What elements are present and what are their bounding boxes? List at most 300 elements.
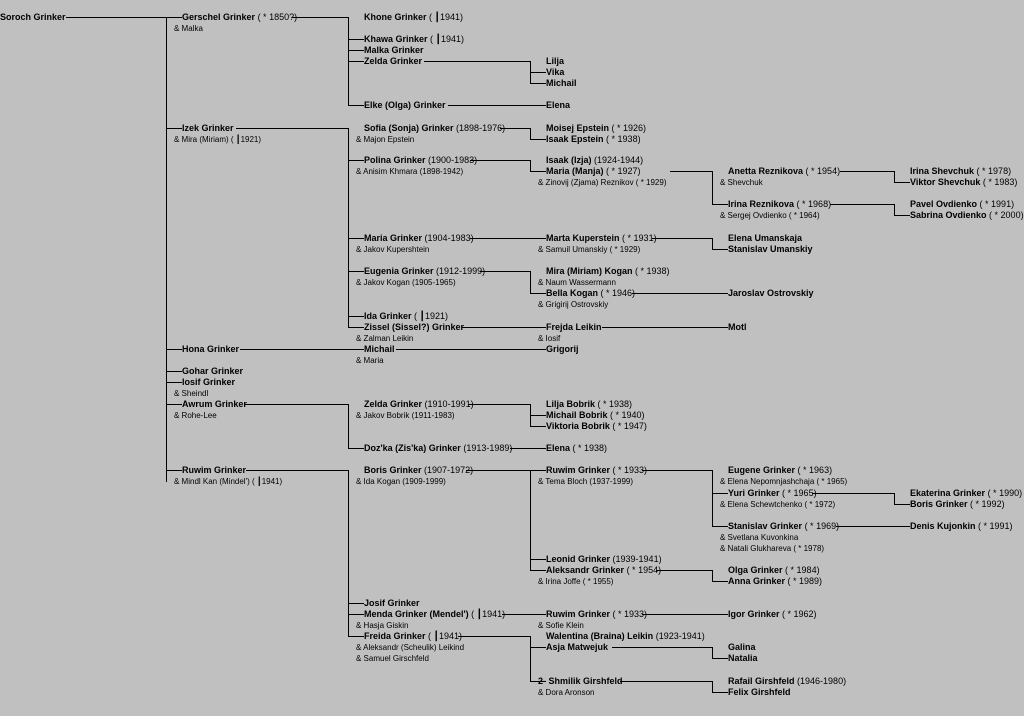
- person-node[interactable]: [910, 499, 1005, 510]
- person-dates: ( * 1954): [626, 565, 662, 575]
- spouse-label: & Malka: [174, 24, 203, 33]
- connector-line: [642, 614, 728, 615]
- connector-line: [166, 17, 167, 482]
- person-node[interactable]: [728, 642, 756, 653]
- connector-line: [166, 371, 182, 372]
- connector-line: [348, 316, 364, 317]
- person-node[interactable]: [728, 565, 820, 576]
- connector-line: [836, 526, 910, 527]
- person-name: Sofia (Sonja) Grinker: [364, 123, 454, 133]
- person-name: Anna Grinker: [728, 576, 786, 586]
- connector-line: [424, 61, 530, 62]
- person-dates: ( * 1978): [976, 166, 1012, 176]
- spouse-label: & Jakov Kupershtein: [356, 245, 430, 254]
- connector-line: [292, 17, 348, 18]
- person-node[interactable]: [546, 100, 570, 111]
- spouse-label: & Natali Glukhareva ( * 1978): [720, 544, 825, 553]
- person-name: Marta Kuperstein: [546, 233, 620, 243]
- person-name: Natalia: [728, 653, 758, 663]
- person-name: Ruwim Grinker: [546, 465, 611, 475]
- person-node[interactable]: [182, 123, 234, 134]
- spouse-label: & Grigirij Ostrovskiy: [538, 300, 609, 309]
- connector-line: [830, 204, 894, 205]
- spouse-label: & Jakov Bobrik (1911-1983): [356, 411, 455, 420]
- connector-line: [894, 493, 895, 504]
- person-node[interactable]: [546, 443, 607, 454]
- person-dates: ( * 1954): [805, 166, 841, 176]
- connector-line: [348, 448, 364, 449]
- spouse-label: & Zinovij (Zjama) Reznikov ( * 1929): [538, 178, 667, 187]
- spouse-label: & Anisim Khmara (1898-1942): [356, 167, 464, 176]
- person-dates: ( * 1965): [782, 488, 817, 498]
- person-node[interactable]: [364, 123, 505, 134]
- connector-line: [530, 139, 546, 140]
- person-name: Moisej Epstein: [546, 123, 610, 133]
- spouse-label: & Shevchuk: [720, 178, 763, 187]
- person-name: Elena: [546, 100, 571, 110]
- person-name: Mira (Miriam) Kogan: [546, 266, 633, 276]
- connector-line: [712, 647, 713, 658]
- person-node[interactable]: [728, 322, 747, 333]
- person-name: Zelda Grinker: [364, 56, 423, 66]
- person-dates: (1912-1999): [436, 266, 486, 276]
- person-node[interactable]: [546, 322, 602, 333]
- connector-line: [712, 171, 713, 204]
- person-node[interactable]: [182, 399, 247, 410]
- person-name: Khone Grinker: [364, 12, 427, 22]
- person-name: Ida Grinker: [364, 311, 412, 321]
- connector-line: [530, 160, 531, 171]
- person-dates: ( * 1938): [635, 266, 670, 276]
- connector-line: [712, 526, 728, 527]
- connector-line: [166, 349, 182, 350]
- connector-line: [530, 470, 531, 570]
- person-name: Sabrina Ovdienko: [910, 210, 987, 220]
- connector-line: [448, 105, 546, 106]
- person-dates: (1900-1983): [428, 155, 478, 165]
- person-node[interactable]: [364, 12, 463, 23]
- person-dates: (1898-1976): [456, 123, 506, 133]
- connector-line: [466, 470, 546, 471]
- person-node[interactable]: [182, 377, 235, 388]
- connector-line: [652, 238, 712, 239]
- spouse-label: & Zalman Leikin: [356, 334, 414, 343]
- spouse-label: & Aleksandr (Scheulik) Leikind: [356, 643, 465, 652]
- person-dates: (1924-1944): [594, 155, 644, 165]
- person-dates: ( * 1926): [611, 123, 647, 133]
- connector-line: [470, 238, 546, 239]
- spouse-label: & Maria: [356, 356, 384, 365]
- person-node[interactable]: [546, 78, 577, 89]
- person-name: Walentina (Braina) Leikin: [546, 631, 654, 641]
- person-node[interactable]: [910, 521, 1013, 532]
- connector-line: [166, 470, 182, 471]
- person-name: Zelda Grinker: [364, 399, 423, 409]
- person-node[interactable]: [728, 244, 813, 255]
- person-dates: ( * 1962): [782, 609, 817, 619]
- person-name: Elena: [546, 443, 571, 453]
- person-name: Izek Grinker: [182, 123, 234, 133]
- person-node[interactable]: [546, 166, 641, 177]
- connector-line: [712, 493, 728, 494]
- person-node[interactable]: [546, 288, 635, 299]
- person-name: Ruwim Grinker: [546, 609, 611, 619]
- person-name: Stanislav Umanskiy: [728, 244, 813, 254]
- person-dates: ( ┃1941): [430, 34, 464, 44]
- person-name: Irina Reznikova: [728, 199, 795, 209]
- person-name: Malka Grinker: [364, 45, 424, 55]
- connector-line: [894, 204, 895, 215]
- connector-line: [620, 681, 712, 682]
- connector-line: [348, 105, 364, 106]
- person-node[interactable]: [182, 366, 243, 377]
- person-node[interactable]: [910, 210, 1024, 221]
- person-name: Hona Grinker: [182, 344, 240, 354]
- person-node[interactable]: [364, 34, 464, 45]
- person-name: Viktoria Bobrik: [546, 421, 610, 431]
- person-dates: ( * 1933): [612, 609, 648, 619]
- connector-line: [894, 182, 910, 183]
- person-node[interactable]: [546, 233, 657, 244]
- person-name: Igor Grinker: [728, 609, 780, 619]
- person-node[interactable]: [538, 676, 623, 687]
- person-name: Boris Grinker: [364, 465, 422, 475]
- person-name: Isaak (Izja): [546, 155, 592, 165]
- connector-line: [712, 238, 713, 249]
- person-node[interactable]: [364, 465, 473, 476]
- connector-line: [502, 614, 546, 615]
- person-name: Leonid Grinker: [546, 554, 611, 564]
- person-node[interactable]: [546, 642, 608, 653]
- person-dates: ( * 1931): [622, 233, 657, 243]
- person-node[interactable]: [364, 631, 462, 642]
- person-dates: ( * 1850?): [257, 12, 298, 22]
- connector-line: [530, 559, 546, 560]
- connector-line: [348, 61, 364, 62]
- connector-line: [458, 636, 530, 637]
- connector-line: [530, 570, 546, 571]
- person-node[interactable]: [728, 676, 846, 687]
- person-name: Doz'ka (Zis'ka) Grinker: [364, 443, 461, 453]
- person-node[interactable]: [546, 155, 643, 166]
- person-node[interactable]: [546, 609, 647, 620]
- spouse-label: & Sofie Klein: [538, 621, 584, 630]
- person-name: Maria (Manja): [546, 166, 604, 176]
- person-name: Denis Kujonkin: [910, 521, 976, 531]
- connector-line: [396, 349, 546, 350]
- person-node[interactable]: [182, 465, 246, 476]
- person-name: Frejda Leikin: [546, 322, 602, 332]
- person-dates: ( * 1968): [796, 199, 832, 209]
- connector-line: [166, 17, 182, 18]
- connector-line: [812, 493, 894, 494]
- connector-line: [530, 293, 546, 294]
- person-node[interactable]: [728, 653, 758, 664]
- person-name: Eugenia Grinker: [364, 266, 434, 276]
- spouse-label: & Tema Bloch (1937-1999): [538, 477, 634, 486]
- person-dates: ( * 1969): [804, 521, 840, 531]
- connector-line: [712, 204, 728, 205]
- person-node[interactable]: [364, 233, 474, 244]
- person-node[interactable]: [728, 233, 802, 244]
- person-node[interactable]: [546, 565, 661, 576]
- person-node[interactable]: [182, 344, 239, 355]
- person-dates: ( * 1927): [606, 166, 641, 176]
- spouse-label: & Dora Aronson: [538, 688, 595, 697]
- connector-line: [712, 249, 728, 250]
- person-name: Zissel (Sissel?) Grinker: [364, 322, 465, 332]
- person-node[interactable]: [546, 67, 564, 78]
- person-node[interactable]: [0, 12, 66, 23]
- person-node[interactable]: [910, 166, 1011, 177]
- person-dates: ( * 1946): [600, 288, 636, 298]
- connector-line: [530, 415, 546, 416]
- person-dates: ( * 1963): [797, 465, 833, 475]
- connector-line: [462, 327, 546, 328]
- person-node[interactable]: [364, 266, 485, 277]
- person-node[interactable]: [910, 177, 1017, 188]
- connector-line: [894, 504, 910, 505]
- person-node[interactable]: [546, 266, 670, 277]
- spouse-label: & Samuil Umanskiy ( * 1929): [538, 245, 641, 254]
- person-node[interactable]: [728, 288, 814, 299]
- connector-line: [470, 160, 530, 161]
- person-name: Gerschel Grinker: [182, 12, 256, 22]
- connector-line: [348, 327, 364, 328]
- person-node[interactable]: [910, 199, 1014, 210]
- person-node[interactable]: [364, 155, 477, 166]
- person-name: Freida Grinker: [364, 631, 426, 641]
- connector-line: [712, 658, 728, 659]
- spouse-label: & Elena Schewtchenko ( * 1972): [720, 500, 836, 509]
- connector-line: [530, 271, 531, 293]
- connector-line: [348, 238, 364, 239]
- connector-line: [612, 647, 712, 648]
- spouse-label: & Sergej Ovdienko ( * 1964): [720, 211, 820, 220]
- person-name: Isaak Epstein: [546, 134, 604, 144]
- person-name: Vika: [546, 67, 565, 77]
- connector-line: [602, 327, 728, 328]
- person-dates: ( * 1990): [987, 488, 1023, 498]
- spouse-label: & Samuel Girschfeld: [356, 654, 429, 663]
- person-dates: ( ┃1941): [471, 609, 506, 619]
- person-name: Jaroslav Ostrovskiy: [728, 288, 814, 298]
- connector-line: [894, 171, 895, 182]
- spouse-label: & Naum Wassermann: [538, 278, 616, 287]
- person-node[interactable]: [546, 134, 641, 145]
- connector-line: [240, 349, 364, 350]
- person-node[interactable]: [364, 598, 420, 609]
- person-node[interactable]: [364, 443, 512, 454]
- person-name: Michail: [364, 344, 395, 354]
- person-node[interactable]: [546, 56, 564, 67]
- person-name: Khawa Grinker: [364, 34, 428, 44]
- connector-line: [530, 426, 546, 427]
- person-name: Gohar Grinker: [182, 366, 244, 376]
- person-node[interactable]: [364, 344, 395, 355]
- connector-line: [348, 636, 364, 637]
- person-node[interactable]: [728, 576, 822, 587]
- person-dates: (1946-1980): [797, 676, 847, 686]
- person-node[interactable]: [364, 399, 474, 410]
- connector-line: [348, 271, 364, 272]
- person-node[interactable]: [546, 344, 579, 355]
- person-name: Menda Grinker (Mendel'): [364, 609, 469, 619]
- person-name: Polina Grinker: [364, 155, 426, 165]
- connector-line: [670, 171, 712, 172]
- person-node[interactable]: [546, 410, 645, 421]
- connector-line: [840, 171, 894, 172]
- person-node[interactable]: [364, 311, 448, 322]
- person-dates: ( * 1940): [610, 410, 645, 420]
- person-dates: ( ┃1921): [414, 311, 448, 321]
- person-name: Anetta Reznikova: [728, 166, 804, 176]
- person-node[interactable]: [728, 488, 817, 499]
- spouse-label: & Hasja Giskin: [356, 621, 409, 630]
- connector-line: [66, 17, 166, 18]
- person-node[interactable]: [364, 56, 422, 67]
- connector-line: [530, 636, 531, 681]
- person-name: Maria Grinker: [364, 233, 423, 243]
- person-node[interactable]: [364, 45, 424, 56]
- connector-line: [894, 215, 910, 216]
- person-name: Grigorij: [546, 344, 579, 354]
- spouse-label: & Ida Kogan (1909-1999): [356, 477, 446, 486]
- person-name: Pavel Ovdienko: [910, 199, 978, 209]
- person-node[interactable]: [546, 421, 647, 432]
- connector-line: [712, 581, 728, 582]
- person-dates: (1910-1991): [424, 399, 474, 409]
- person-node[interactable]: [546, 123, 646, 134]
- connector-line: [236, 128, 348, 129]
- person-name: Rafail Girshfeld: [728, 676, 795, 686]
- connector-line: [712, 470, 713, 526]
- person-name: Michail: [546, 78, 577, 88]
- spouse-label: & Mindl Kan (Mindel') ( ┃1941): [174, 477, 283, 486]
- person-node[interactable]: [546, 554, 662, 565]
- person-name: Lilja Bobrik: [546, 399, 596, 409]
- person-node[interactable]: [364, 322, 464, 333]
- connector-line: [530, 83, 546, 84]
- person-dates: ( * 1984): [785, 565, 820, 575]
- connector-line: [348, 614, 364, 615]
- person-dates: (1913-1989): [463, 443, 513, 453]
- person-name: 2- Shmilik Girshfeld: [538, 676, 623, 686]
- spouse-label: & Mira (Miriam) ( ┃1921): [174, 135, 262, 144]
- person-name: Iosif Grinker: [182, 377, 236, 387]
- person-name: Felix Girshfeld: [728, 687, 791, 697]
- spouse-label: & Rohe-Lee: [174, 411, 217, 420]
- connector-line: [348, 603, 364, 604]
- person-dates: (1907-1972): [424, 465, 474, 475]
- person-node[interactable]: [182, 12, 297, 23]
- person-name: Boris Grinker: [910, 499, 968, 509]
- person-node[interactable]: [910, 488, 1022, 499]
- person-name: Aleksandr Grinker: [546, 565, 625, 575]
- person-name: Awrum Grinker: [182, 399, 247, 409]
- spouse-label: & Elena Nepomnjashchaja ( * 1965): [720, 477, 848, 486]
- connector-line: [712, 570, 713, 581]
- person-node[interactable]: [728, 465, 832, 476]
- person-name: Irina Shevchuk: [910, 166, 975, 176]
- person-dates: ( * 2000): [989, 210, 1024, 220]
- person-dates: ( * 1938): [606, 134, 641, 144]
- connector-line: [530, 171, 546, 172]
- person-dates: ( * 1938): [572, 443, 608, 453]
- connector-line: [166, 382, 182, 383]
- spouse-label: & Majon Epstein: [356, 135, 415, 144]
- connector-line: [530, 72, 546, 73]
- person-dates: (1904-1983): [424, 233, 474, 243]
- spouse-label: & Iosif: [538, 334, 561, 343]
- person-name: Motl: [728, 322, 747, 332]
- person-name: Asja Matwejuk: [546, 642, 609, 652]
- person-node[interactable]: [546, 399, 632, 410]
- connector-line: [348, 39, 364, 40]
- person-dates: ( ┃1941): [429, 12, 463, 22]
- connector-line: [348, 404, 349, 448]
- connector-line: [632, 293, 728, 294]
- spouse-label: & Jakov Kogan (1905-1965): [356, 278, 456, 287]
- person-name: Stanislav Grinker: [728, 521, 803, 531]
- connector-line: [166, 128, 182, 129]
- connector-line: [510, 448, 546, 449]
- person-dates: ( * 1991): [979, 199, 1015, 209]
- connector-line: [656, 570, 712, 571]
- person-node[interactable]: [728, 687, 791, 698]
- connector-line: [166, 404, 182, 405]
- person-node[interactable]: [728, 521, 839, 532]
- person-node[interactable]: [364, 100, 446, 111]
- person-node[interactable]: [546, 465, 647, 476]
- connector-line: [348, 470, 349, 636]
- person-node[interactable]: [728, 166, 840, 177]
- spouse-label: & Irina Joffe ( * 1955): [538, 577, 614, 586]
- person-dates: ( * 1989): [787, 576, 823, 586]
- person-name: Michail Bobrik: [546, 410, 608, 420]
- person-dates: (1939-1941): [612, 554, 662, 564]
- connector-line: [348, 50, 364, 51]
- connector-line: [480, 271, 530, 272]
- person-name: Ruwim Grinker: [182, 465, 247, 475]
- person-dates: (1923-1941): [655, 631, 705, 641]
- person-name: Bella Kogan: [546, 288, 599, 298]
- person-name: Galina: [728, 642, 756, 652]
- person-name: Viktor Shevchuk: [910, 177, 981, 187]
- connector-line: [530, 128, 531, 139]
- person-name: Elena Umanskaja: [728, 233, 803, 243]
- connector-line: [244, 404, 348, 405]
- person-name: Ekaterina Grinker: [910, 488, 986, 498]
- person-name: Josif Grinker: [364, 598, 420, 608]
- person-name: Lilja: [546, 56, 565, 66]
- person-node[interactable]: [728, 609, 817, 620]
- connector-line: [530, 647, 546, 648]
- person-dates: ( * 1992): [970, 499, 1005, 509]
- person-node[interactable]: [364, 609, 505, 620]
- person-dates: ( * 1983): [982, 177, 1018, 187]
- connector-line: [468, 404, 530, 405]
- person-node[interactable]: [728, 199, 831, 210]
- connector-line: [348, 128, 349, 327]
- connector-line: [642, 470, 712, 471]
- person-dates: ( * 1947): [612, 421, 647, 431]
- connector-line: [712, 681, 713, 692]
- person-name: Elke (Olga) Grinker: [364, 100, 446, 110]
- person-node[interactable]: [546, 631, 705, 642]
- person-dates: ( ┃1941): [428, 631, 462, 641]
- person-name: Soroch Grinker: [0, 12, 66, 22]
